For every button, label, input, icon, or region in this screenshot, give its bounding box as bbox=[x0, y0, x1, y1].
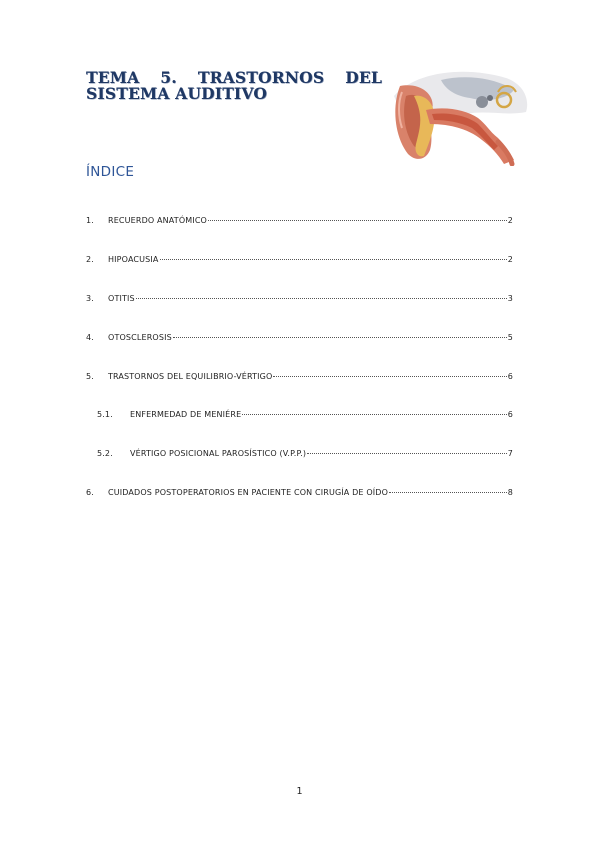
toc-entry[interactable] bbox=[86, 291, 513, 303]
toc-entry-label: TRASTORNOS DEL EQUILIBRIO-VÉRTIGO bbox=[108, 372, 273, 381]
toc-entry[interactable] bbox=[86, 330, 513, 342]
toc-entry-label: OTOSCLEROSIS bbox=[108, 333, 172, 342]
toc-dot-leader bbox=[242, 405, 506, 415]
title-word: 5. bbox=[160, 68, 177, 87]
toc-entry-number: 5.2. bbox=[97, 449, 113, 458]
toc-dot-leader bbox=[136, 289, 507, 299]
toc-entry-number: 1. bbox=[86, 216, 94, 225]
toc-entry[interactable] bbox=[86, 252, 513, 264]
toc-entry-page: 2 bbox=[507, 255, 513, 264]
title-word: DEL bbox=[345, 68, 382, 87]
toc-entry[interactable] bbox=[86, 485, 513, 497]
toc-entry-page: 7 bbox=[507, 449, 513, 458]
toc-entry-page: 8 bbox=[507, 488, 513, 497]
toc-dot-leader bbox=[389, 483, 507, 493]
toc-heading: ÍNDICE bbox=[86, 164, 135, 180]
document-title bbox=[86, 70, 382, 102]
toc-dot-leader bbox=[160, 250, 507, 260]
ear-anatomy-icon bbox=[386, 66, 532, 166]
toc-entry-number: 6. bbox=[86, 488, 94, 497]
toc-entry-number: 4. bbox=[86, 333, 94, 342]
toc-dot-leader bbox=[307, 444, 507, 454]
toc-entry-page: 2 bbox=[507, 216, 513, 225]
toc-entry[interactable] bbox=[97, 407, 513, 419]
toc-dot-leader bbox=[208, 211, 507, 221]
title-word: TEMA bbox=[86, 68, 140, 87]
toc-entry-page: 6 bbox=[507, 372, 513, 381]
toc-entry-label: ENFERMEDAD DE MENIÉRE bbox=[130, 410, 242, 419]
toc-entry-label: VÉRTIGO POSICIONAL PAROSÍSTICO (V.P.P.) bbox=[130, 449, 307, 458]
toc-entry-number: 2. bbox=[86, 255, 94, 264]
toc-entry-label: RECUERDO ANATÓMICO bbox=[108, 216, 208, 225]
toc-dot-leader bbox=[273, 367, 506, 377]
toc-entry-label: HIPOACUSIA bbox=[108, 255, 159, 264]
toc-entry-number: 5.1. bbox=[97, 410, 113, 419]
toc-entry-page: 6 bbox=[507, 410, 513, 419]
toc-entry[interactable] bbox=[97, 446, 513, 458]
title-line-2: SISTEMA AUDITIVO bbox=[86, 84, 268, 103]
toc-entry[interactable] bbox=[86, 213, 513, 225]
toc-entry-label: OTITIS bbox=[108, 294, 135, 303]
toc-entry[interactable] bbox=[86, 369, 513, 381]
toc-entry-page: 3 bbox=[507, 294, 513, 303]
toc-entry-page: 5 bbox=[507, 333, 513, 342]
toc-entry-number: 3. bbox=[86, 294, 94, 303]
toc-entry-number: 5. bbox=[86, 372, 94, 381]
toc-dot-leader bbox=[173, 328, 507, 338]
toc-entry-label: CUIDADOS POSTOPERATORIOS EN PACIENTE CON CIRUGÍA DE OÍDO bbox=[108, 488, 389, 497]
title-word: TRASTORNOS bbox=[197, 68, 325, 87]
page-number: 1 bbox=[296, 786, 303, 797]
